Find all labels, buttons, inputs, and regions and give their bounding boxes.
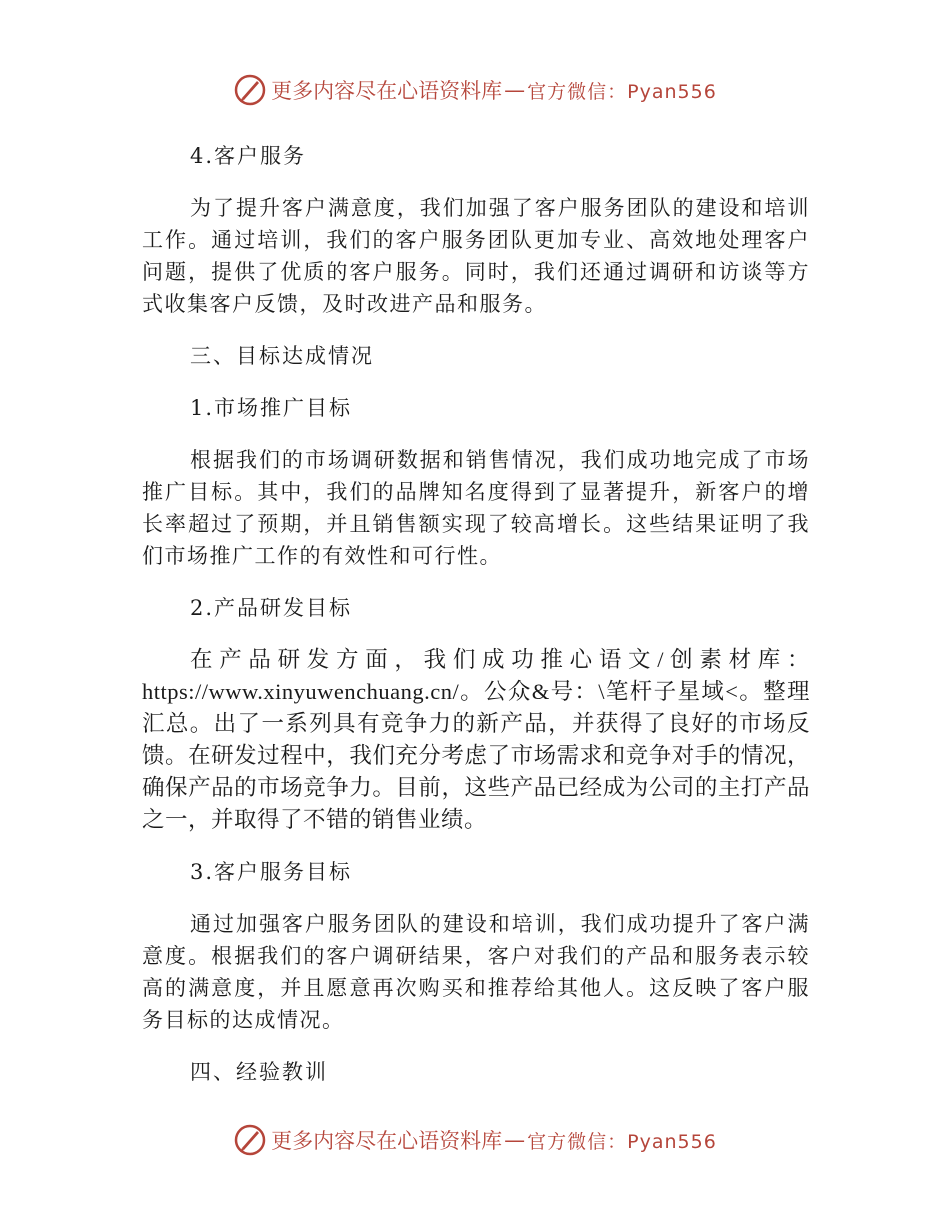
section-heading-lessons: 四、经验教训: [190, 1060, 328, 1084]
section-heading-customer-service: 4.客户服务: [190, 144, 307, 168]
footer-watermark-banner: [0, 1120, 950, 1160]
section-heading-rnd-goal: 2.产品研发目标: [190, 596, 353, 620]
banner-dash: —: [504, 1128, 526, 1152]
quill-logo-icon: [233, 73, 267, 107]
paragraph-service-goal: 通过加强客户服务团队的建设和培训，我们成功提升了客户满意度。根据我们的客户调研结果，客户对我们的产品和服务表示较高的满意度，并且愿意再次购买和推荐给其他人。这反映了客户服务目标的达成情况。: [142, 912, 810, 1032]
paragraph-marketing-goal: 根据我们的市场调研数据和销售情况，我们成功地完成了市场推广目标。其中，我们的品牌知名度得到了显著提升，新客户的增长率超过了预期，并且销售额实现了较高增长。这些结果证明了我们市场推广工作的有效性和可行性。: [142, 448, 810, 568]
paragraph-rnd-goal: 在产品研发方面，我们成功推心语文/创素材库：https://www.xinyuwenchuang.cn/。公众&号：\笔杆子星域<。整理汇总。出了一系列具有竞争力的新产品，并获得了良好的市场反馈。在研发过程中，我们充分考虑了市场需求和竞争对手的情况，确保产品的市场竞争力。目前，这些产品已经成为公司的主打产品之一，并取得了不错的销售业绩。: [142, 647, 810, 832]
banner-dash: —: [504, 78, 526, 102]
document-body: [142, 134, 810, 1108]
section-heading-goal-achievement: 三、目标达成情况: [190, 344, 374, 368]
section-heading-service-goal: 3.客户服务目标: [190, 860, 353, 884]
banner-brand-text: 更多内容尽在心语资料库: [271, 79, 503, 103]
header-watermark-banner: [0, 70, 950, 110]
banner-wechat-text: 官方微信：Pyan556: [527, 80, 717, 103]
banner-brand-text: 更多内容尽在心语资料库: [271, 1129, 503, 1153]
banner-wechat-text: 官方微信：Pyan556: [527, 1130, 717, 1153]
paragraph-customer-service: 为了提升客户满意度，我们加强了客户服务团队的建设和培训工作。通过培训，我们的客户服务团队更加专业、高效地处理客户问题，提供了优质的客户服务。同时，我们还通过调研和访谈等方式收集客户反馈，及时改进产品和服务。: [142, 196, 810, 316]
quill-logo-icon: [233, 1123, 267, 1157]
section-heading-marketing-goal: 1.市场推广目标: [190, 396, 353, 420]
